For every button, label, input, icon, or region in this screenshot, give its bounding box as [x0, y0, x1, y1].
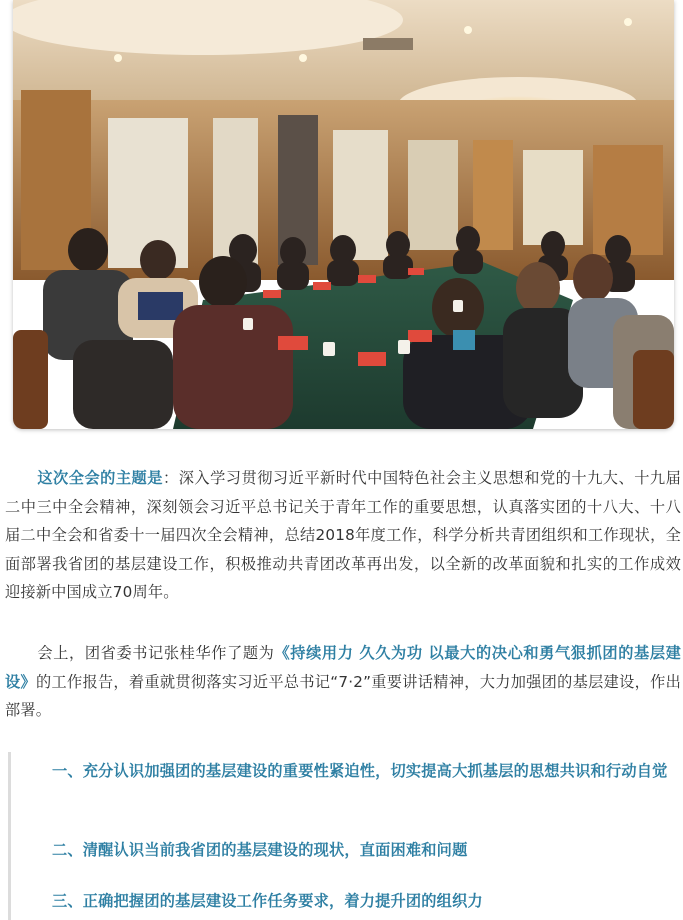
paragraph-meeting-theme: [5, 464, 681, 607]
theme-lead: 这次全会的主题是: [37, 469, 163, 487]
meeting-photo-illustration: [13, 0, 674, 429]
report-title: 《持续用力 久久为功 以最大的决心和勇气狠抓团的基层建设》: [5, 644, 682, 691]
report-outro: 的工作报告，着重就贯彻落实习近平总书记“7·2”重要讲话精神，大力加强团的基层建设，作出部署。: [5, 672, 681, 719]
outline-heading-3-text: 三、正确把握团的基层建设工作任务要求，着力提升团的组织力: [52, 892, 483, 910]
meeting-photo: [13, 0, 674, 429]
outline-heading-1-text: 一、充分认识加强团的基层建设的重要性紧迫性，切实提高大抓基层的思想共识和行动自觉: [52, 762, 668, 780]
outline-heading-2-text: 二、清醒认识当前我省团的基层建设的现状，直面困难和问题: [52, 841, 468, 859]
outline-heading-1: [20, 757, 683, 786]
report-outline-quote: [8, 752, 683, 920]
paragraph-report: [5, 639, 681, 725]
theme-body: ：深入学习贯彻习近平新时代中国特色社会主义思想和党的十九大、十九届二中三中全会精神，深刻领会习近平总书记关于青年工作的重要思想，认真落实团的十八大、十八届二中全会和省委十一届四次全会精神，总结2018年度工作，科学分析共青团组织和工作现状，全面部署我省团的基层建设工作，积极推动共青团改革再出发，以全新的改革面貌和扎实的工作成效迎接新中国成立70周年。: [5, 469, 681, 601]
report-intro: 会上，团省委书记张桂华作了题为: [37, 644, 275, 662]
outline-heading-2: [20, 836, 683, 865]
outline-heading-3: [20, 887, 683, 916]
